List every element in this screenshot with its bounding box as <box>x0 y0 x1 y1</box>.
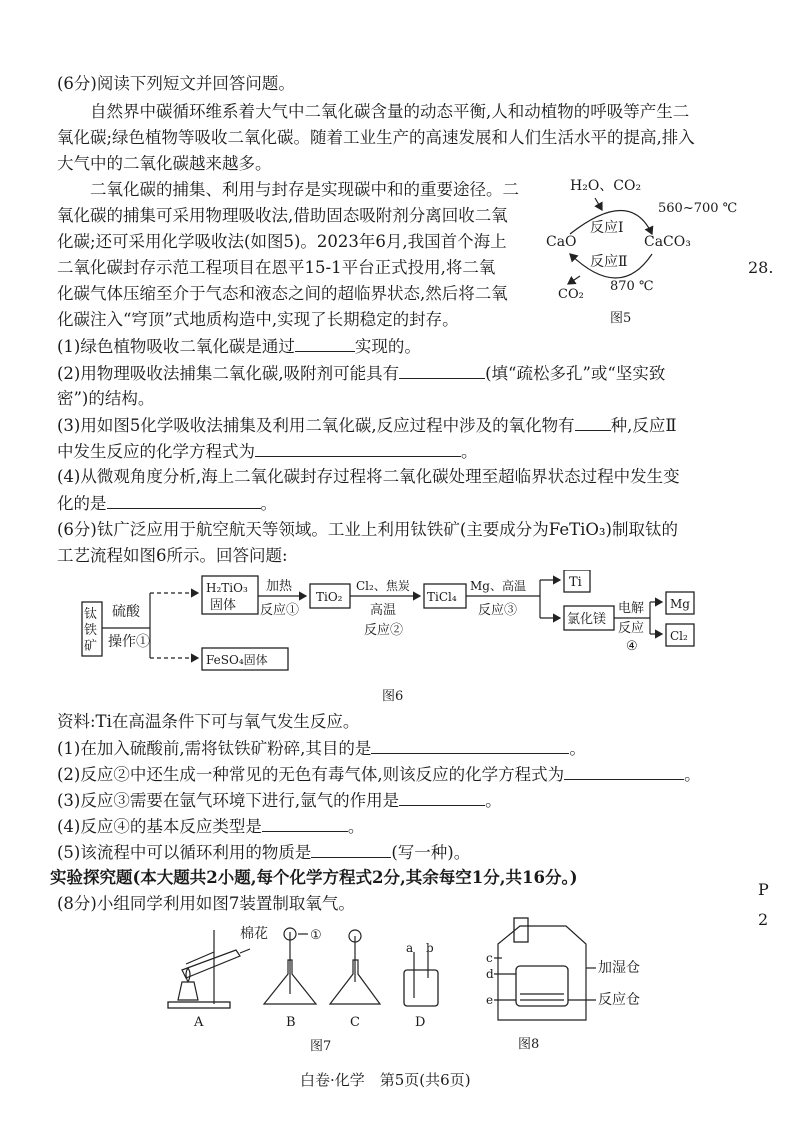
q27-question-4-cont: 化的是 。 <box>57 494 277 513</box>
q27-para2-line3: 化碳;还可采用化学吸收法(如图5)。2023年6月,我国首个海上 <box>57 232 507 251</box>
q27-intro: (6分)阅读下列短文并回答问题。 <box>57 74 295 93</box>
fig8-caption: 图8 <box>518 1037 540 1052</box>
h2tio3-label: H₂TiO₃ <box>206 581 248 595</box>
figure-7-apparatus <box>160 922 460 1057</box>
clamp <box>186 952 214 964</box>
fig5-top-label: H₂O、CO₂ <box>570 178 642 194</box>
cl2-carbon-label: Cl₂、焦炭 <box>356 579 410 593</box>
answer-blank[interactable] <box>399 363 485 379</box>
figure-5-diagram <box>540 172 740 332</box>
fig7-caption: 图7 <box>310 1039 332 1054</box>
fig5-output-arrow <box>568 276 580 284</box>
reaction2-label: 反应② <box>364 623 404 638</box>
ore-char: 矿 <box>84 639 98 654</box>
reaction4-label: 反应 <box>618 621 645 636</box>
q27-para2-line1: 二氧化碳的捕集、利用与封存是实现碳中和的重要途径。二 <box>90 180 519 199</box>
answer-blank[interactable] <box>564 764 684 780</box>
q27-para1-line1: 自然界中碳循环维系着大气中二氧化碳含量的动态平衡,人和动植物的呼吸等产生二 <box>90 102 690 121</box>
side-mark: P <box>758 880 769 899</box>
reaction3-label: 反应③ <box>478 603 518 618</box>
answer-blank[interactable] <box>255 441 461 457</box>
q27-question-2-cont: 密”)的结构。 <box>57 389 155 408</box>
alcohol-lamp <box>178 982 198 1000</box>
apparatus-a <box>168 925 268 1030</box>
q28-intro-line2: 工艺流程如图6所示。回答问题: <box>57 546 288 565</box>
q27-para2-line2: 氧化碳的捕集可采用物理吸收法,借助固态吸附剂分离回收二氧 <box>57 206 508 225</box>
answer-blank[interactable] <box>107 493 261 509</box>
answer-blank[interactable] <box>311 842 391 858</box>
section-title: 实验探究题(本大题共2小题,每个化学方程式2分,其余每空1分,共16分。) <box>50 868 578 887</box>
q27-question-2: (2)用物理吸收法捕集二氧化碳,吸附剂可能具有 (填“疏松多孔”或“坚实致 <box>57 364 666 383</box>
reaction-chamber-label: 反应仓 <box>598 992 640 1008</box>
fig5-cao: CaO <box>546 234 577 250</box>
q27-question-3-cont: 中发生反应的化学方程式为 。 <box>57 442 478 461</box>
answer-blank[interactable] <box>295 336 355 352</box>
apparatus-d <box>404 941 438 1030</box>
fig6-caption: 图6 <box>382 689 404 704</box>
q28-question-3: (3)反应③需要在氩气环境下进行,氩气的作用是 。 <box>57 791 502 810</box>
q28-question-2: (2)反应②中还生成一种常见的无色有毒气体,则该反应的化学方程式为 。 <box>57 765 701 784</box>
feso4-label: FeSO₄固体 <box>206 653 268 667</box>
label-d: D <box>415 1015 426 1030</box>
fig5-temp1: 560~700 ℃ <box>658 201 738 216</box>
reaction1-label: 反应① <box>260 603 300 618</box>
ore-char: 铁 <box>84 623 98 638</box>
answer-blank[interactable] <box>371 738 569 754</box>
page-footer: 白卷·化学 第5页(共6页) <box>300 1071 471 1089</box>
cl2-label: Cl₂ <box>670 629 688 643</box>
q27-question-4: (4)从微观角度分析,海上二氧化碳封存过程将二氧化碳处理至超临界状态过程中发生变 <box>57 467 680 486</box>
q27-para2-line6: 化碳注入“穹顶”式地质构造中,实现了长期稳定的封存。 <box>57 310 459 329</box>
high-temp-label: 高温 <box>370 603 397 618</box>
mgcl2-label: 氯化镁 <box>567 612 607 627</box>
q27-para1-line2: 氧化碳;绿色植物等吸收二氧化碳。随着工业生产的高速发展和人们生活水平的提高,排入 <box>57 128 695 147</box>
q28-question-5: (5)该流程中可以循环利用的物质是 (写一种)。 <box>57 843 471 862</box>
q28-question-1: (1)在加入硫酸前,需将钛铁矿粉碎,其目的是 。 <box>57 739 586 758</box>
label-e: e <box>486 993 494 1007</box>
side-mark: 2 <box>758 910 769 929</box>
fig5-co2: CO₂ <box>558 287 584 302</box>
figure-8-oxygen-generator <box>480 914 650 1054</box>
q28-intro-line1: (6分)钛广泛应用于航空航天等领域。工业上利用钛铁矿(主要成分为FeTiO₃)制取钛的 <box>57 520 678 539</box>
humidify-chamber-label: 加湿仓 <box>598 960 640 976</box>
q27-question-3: (3)用如图5化学吸收法捕集及利用二氧化碳,反应过程中涉及的氧化物有 种,反应Ⅱ <box>57 416 677 435</box>
q27-para1-line3: 大气中的二氧化碳越来越多。 <box>57 154 272 173</box>
outlet-tube <box>514 918 528 942</box>
apparatus-b <box>264 928 322 1030</box>
delivery-tube <box>240 949 250 953</box>
acid-label: 硫酸 <box>112 604 140 620</box>
h2tio3-solid: 固体 <box>210 598 237 613</box>
fig5-caco3: CaCO₃ <box>644 234 691 250</box>
label-d: d <box>486 967 494 981</box>
label-a: A <box>194 1015 204 1030</box>
q27-para2-line5: 化碳气体压缩至介于气态和液态之间的超临界状态,然后将二氧 <box>57 284 508 303</box>
circle-one-label: ① <box>310 928 322 943</box>
q27-para2-line4: 二氧化碳封存示范工程项目在恩平15-1平台正式投用,将二氧 <box>57 258 496 277</box>
gas-bottle <box>404 970 438 1006</box>
apparatus-c <box>330 930 380 1030</box>
q28-info: 资料:Ti在高温条件下可与氧气发生反应。 <box>57 712 360 731</box>
fig5-temp2: 870 ℃ <box>610 279 654 294</box>
ti-label: Ti <box>569 575 582 590</box>
fig5-reaction1: 反应Ⅰ <box>590 220 624 236</box>
mg-label: Mg <box>670 597 690 611</box>
label-tube-a: a <box>406 941 414 955</box>
stand-base <box>168 1002 230 1008</box>
answer-blank[interactable] <box>399 790 485 806</box>
q29-intro: (8分)小组同学利用如图7装置制取氧气。 <box>57 894 355 913</box>
answer-blank[interactable] <box>262 816 348 832</box>
heat-label: 加热 <box>266 579 293 594</box>
fig5-reaction2: 反应Ⅱ <box>590 254 628 270</box>
answer-blank[interactable] <box>575 415 611 431</box>
test-tube <box>182 950 240 978</box>
electrolysis-label: 电解 <box>618 601 645 616</box>
figure-6-flowchart <box>70 570 720 710</box>
operation1-label: 操作① <box>108 634 150 650</box>
flame <box>186 968 190 982</box>
ticl4-label: TiCl₄ <box>427 590 457 604</box>
side-question-number: 28. <box>748 258 774 277</box>
cotton-label: 棉花 <box>240 926 268 942</box>
label-c: C <box>350 1015 360 1030</box>
label-c: c <box>486 951 493 965</box>
label-tube-b: b <box>426 941 434 955</box>
label-b: B <box>286 1015 296 1030</box>
q28-question-4: (4)反应④的基本反应类型是 。 <box>57 817 365 836</box>
q27-question-1: (1)绿色植物吸收二氧化碳是通过 实现的。 <box>57 337 421 356</box>
reaction4-number: ④ <box>626 639 638 654</box>
fig5-caption: 图5 <box>610 311 632 326</box>
tio2-label: TiO₂ <box>316 590 343 604</box>
ore-char: 钛 <box>84 607 98 622</box>
fig5-input-arrow <box>595 198 602 210</box>
mg-hightemp-label: Mg、高温 <box>470 579 526 593</box>
